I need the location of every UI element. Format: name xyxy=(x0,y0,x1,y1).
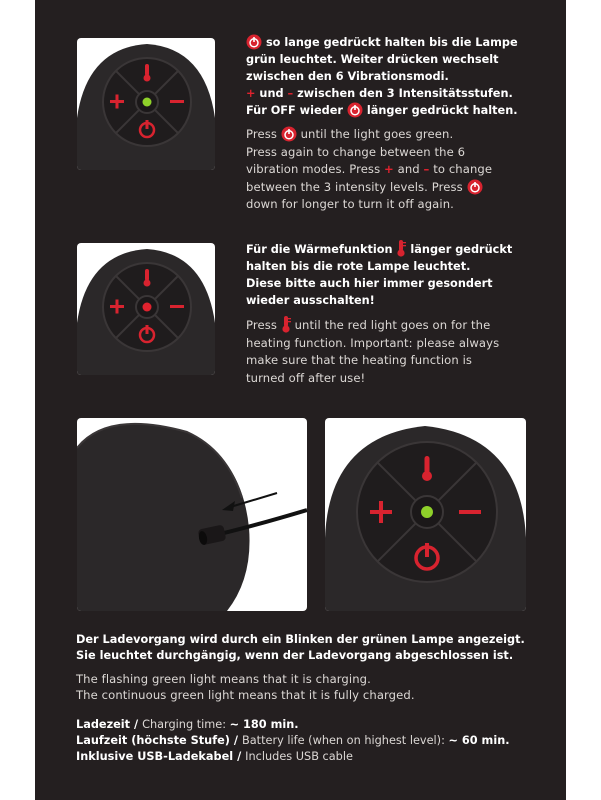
thermometer-icon xyxy=(396,240,406,257)
power-icon xyxy=(347,102,363,118)
plus-symbol: + xyxy=(246,87,256,100)
spec-battery-life: Laufzeit (höchste Stufe) / Battery life (when on highest level): ~ 60 min. xyxy=(76,734,510,747)
charging-cable-photo xyxy=(77,418,307,611)
power-icon xyxy=(467,179,483,195)
minus-symbol: – xyxy=(423,162,430,176)
spec-usb-cable: Inklusive USB-Ladekabel / Includes USB cable xyxy=(76,750,353,763)
power-icon xyxy=(246,34,262,50)
charging-info xyxy=(76,632,546,765)
section-heat-instructions: Für die Wärmefunktion länger gedrückt halten bis die rote Lampe leuchtet. Diese bitte auch hier immer gesondert wieder ausschalten! Press until the red light goes on for the heating function. Important: please always make sure that the heating function is turned off after use! xyxy=(246,240,546,387)
minus-symbol: – xyxy=(287,87,294,100)
charging-de: Der Ladevorgang wird durch ein Blinken der grünen Lampe angezeigt. Sie leuchtet durchgängig, wenn der Ladevorgang abgeschlossen ist. xyxy=(76,633,525,662)
control-panel-closeup-photo xyxy=(325,418,526,611)
plus-symbol: + xyxy=(384,162,394,176)
section-power-instructions: so lange gedrückt halten bis die Lampe grün leuchtet. Weiter drücken wechselt zwischen den 6 Vibrationsmodi. + und – zwischen den 3 Intensitätsstufen. Für OFF wieder länger gedrückt halten. Press until the light goes green. Press again to change between the 6 vibration modes. Press + and – to change between the 3 intensity levels. Press down for longer to turn it off again. xyxy=(246,36,518,211)
control-panel-photo-red xyxy=(77,243,215,375)
power-icon xyxy=(281,126,297,142)
thermometer-icon xyxy=(281,316,291,333)
charging-en: The flashing green light means that it is charging. The continuous green light means that it is fully charged. xyxy=(76,672,415,702)
control-panel-photo-green xyxy=(77,38,215,170)
spec-charging-time: Ladezeit / Charging time: ~ 180 min. xyxy=(76,718,299,731)
